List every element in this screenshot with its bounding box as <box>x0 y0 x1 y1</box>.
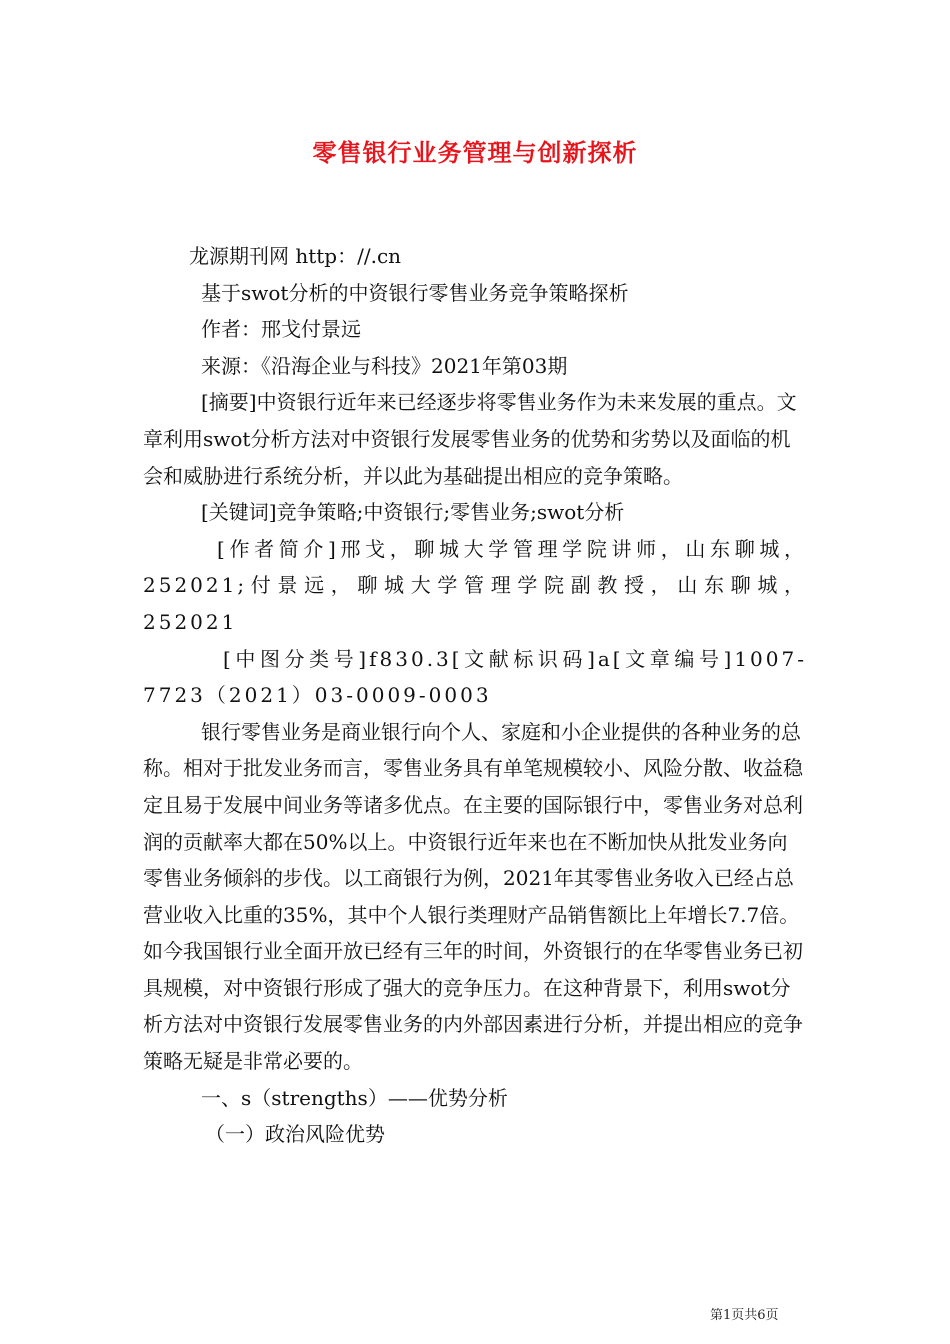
subsection-heading: （一）政治风险优势 <box>205 1122 385 1147</box>
author-line: 作者：邢戈付景远 <box>201 317 361 342</box>
source-site-line: 龙源期刊网 http：//.cn <box>189 244 402 268</box>
classification-paragraph: [中图分类号]f830.3[文献标识码]a[文章编号]1007-7723（2021）03-0009-0003 <box>143 646 807 708</box>
section-heading: 一、s（strengths）——优势分析 <box>201 1085 508 1110</box>
keywords-line: [关键词]竞争策略;中资银行;零售业务;swot分析 <box>201 500 625 525</box>
author-bio-paragraph: [作者简介]邢戈，聊城大学管理学院讲师，山东聊城，252021;付景远，聊城大学管理学院副教授，山东聊城，252021 <box>143 536 807 634</box>
page-number-footer: 第1页共6页 <box>710 1308 779 1323</box>
abstract-paragraph: [摘要]中资银行近年来已经逐步将零售业务作为未来发展的重点。文章利用swot分析方法对中资银行发展零售业务的优势和劣势以及面临的机会和威胁进行系统分析，并以此为基础提出相应的竞争策略。 <box>143 390 797 488</box>
source-line: 来源：《沿海企业与科技》2021年第03期 <box>201 353 568 378</box>
main-text-paragraph: 银行零售业务是商业银行向个人、家庭和小企业提供的各种业务的总称。相对于批发业务而言，零售业务具有单笔规模较小、风险分散、收益稳定且易于发展中间业务等诸多优点。在主要的国际银行中，零售业务对总利润的贡献率大都在50%以上。中资银行近年来也在不断加快从批发业务向零售业务倾斜的步伐。以工商银行为例，2021年其零售业务收入已经占总营业收入比重的35%，其中个人银行类理财产品销售额比上年增长7.7倍。如今我国银行业全面开放已经有三年的时间，外资银行的在华零售业务已初具规模，对中资银行形成了强大的竞争压力。在这种背景下，利用swot分析方法对中资银行发展零售业务的内外部因素进行分析，并提出相应的竞争策略无疑是非常必要的。 <box>143 719 803 1074</box>
article-subtitle: 基于swot分析的中资银行零售业务竞争策略探析 <box>201 280 629 305</box>
document-title: 零售银行业务管理与创新探析 <box>312 138 638 167</box>
document-body <box>143 238 807 1153</box>
